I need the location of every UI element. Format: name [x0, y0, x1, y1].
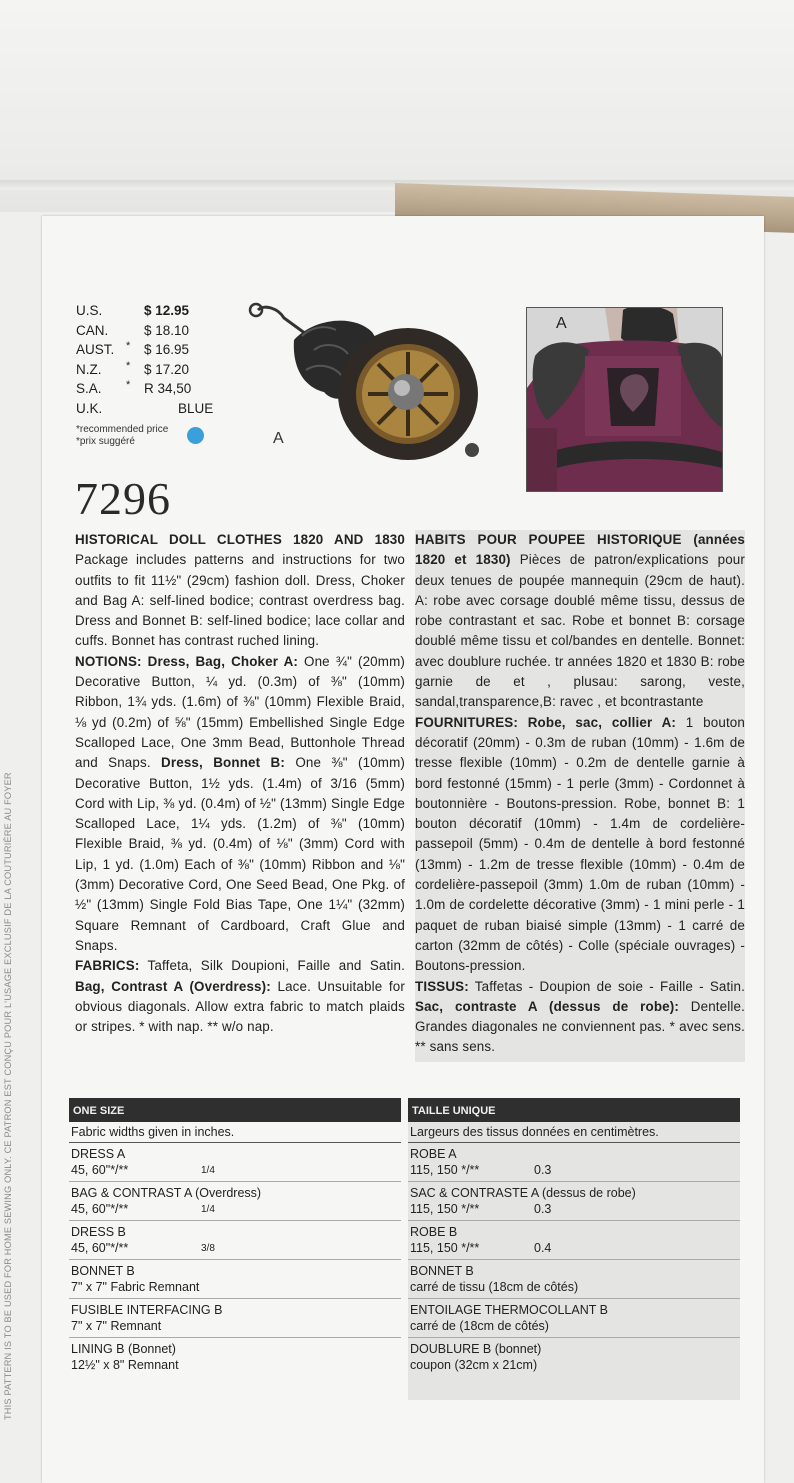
price-row — [76, 303, 206, 323]
intro-english: Package includes patterns and instructions for two outfits to fit 11½" (29cm) fashion doll. Dress, Choker and Bag A: self-lined bodice; contrast overdress bag. Dress and Bonnet B: self-lined bodice; lace collar and cuffs. Bonnet has contrast ruched lining. — [75, 552, 405, 649]
tissus-french — [415, 977, 745, 1058]
row-width: 7" x 7" Remnant — [71, 1319, 162, 1333]
row-width: 45, 60"*/** — [71, 1163, 129, 1177]
price-star: * — [126, 379, 131, 391]
price-country: CAN. — [76, 322, 109, 338]
table-row — [408, 1299, 740, 1338]
fabrics-english — [75, 956, 405, 1037]
doll-photo — [526, 307, 723, 492]
price-country: AUST. — [76, 342, 115, 357]
row-label: DRESS A — [71, 1147, 126, 1161]
table-row — [408, 1182, 740, 1221]
row-width: 7" x 7" Fabric Remnant — [71, 1280, 200, 1294]
price-star: * — [126, 359, 131, 372]
row-width: 115, 150 */** — [410, 1241, 480, 1255]
row-sub — [410, 1279, 738, 1296]
price-value: $ 18.10 — [144, 322, 190, 338]
table-row — [408, 1338, 740, 1376]
title-english: HISTORICAL DOLL CLOTHES 1820 AND 1830 — [75, 532, 405, 547]
table-header: TAILLE UNIQUE — [408, 1098, 740, 1122]
row-width: coupon (32cm x 21cm) — [410, 1358, 538, 1372]
table-row — [408, 1260, 740, 1299]
row-width: 45, 60"*/** — [71, 1202, 129, 1216]
fabrics-text: Taffeta, Silk Doupioni, Faille and Satin. — [147, 958, 405, 974]
table-header: ONE SIZE — [69, 1098, 401, 1122]
table-note: Largeurs des tissus données en centimètres. — [408, 1122, 740, 1143]
table-row — [408, 1143, 740, 1182]
price-country: U.S. — [76, 303, 103, 318]
sac-contrast-text: Dentelle. Grandes diagonales ne conviennent pas. * avec sens. ** sans sens. — [415, 998, 745, 1055]
price-row — [76, 342, 206, 362]
home-sewing-notice: THIS PATTERN IS TO BE USED FOR HOME SEWING ONLY. CE PATRON EST CONÇU POUR L'USAGE EXCLUSIF DE LA COUTURIÈRE AU FOYER — [3, 772, 13, 1420]
price-row — [76, 400, 214, 421]
row-sub — [410, 1201, 738, 1218]
row-label: BONNET B — [410, 1264, 474, 1278]
bag-contrast-text: Lace. Unsuitable for obvious diagonals. Allow extra fabric to match plaids or stripes. * with nap. ** w/o nap. — [75, 978, 405, 1035]
notions-label: NOTIONS: Dress, Bag, Choker A: — [75, 653, 299, 669]
row-amount: 3/8 — [201, 1243, 215, 1254]
row-width: 115, 150 */** — [410, 1202, 480, 1216]
yardage-table-french — [408, 1098, 740, 1400]
row-width: 45, 60"*/** — [71, 1241, 129, 1255]
table-row — [69, 1143, 401, 1182]
notions-b-text: One ⅜" (10mm) Decorative Button, 1½ yds. (1.4m) of 3/16 (5mm) Cord with Lip, ⅜ yd. (0.4m) of ½" (13mm) Single Edge Scalloped Lace, 1¼ yds. (1.2m) of ⅜" (10mm) Flexible Braid, ⅜ yd. (0.4m) of ⅛" (3mm) Cord with Lip, 1 yd. (1.0m) Each of ⅜" (10mm) Ribbon and ⅛" (3mm) Decorative Cord, One Seed Bead, One Pkg. of ½" (13mm) Single Fold Bias Tape, One 1¼" (32mm) Square Remnant of Cardboard, Craft Glue and Snaps. — [75, 755, 405, 953]
price-value: R 34,50 — [144, 381, 192, 396]
row-label: DOUBLURE B (bonnet) — [410, 1342, 542, 1356]
row-label: ROBE A — [410, 1147, 457, 1161]
row-sub — [71, 1357, 399, 1374]
price-country: S.A. — [76, 381, 102, 396]
fabrics-label: FABRICS: — [75, 958, 140, 974]
row-sub — [71, 1279, 399, 1296]
row-amount: 0.3 — [534, 1163, 552, 1177]
fournitures-a-text: 1 bouton décoratif (20mm) - 0.3m de ruban (10mm) - 1.6m de tresse flexible (10mm) - 0.2m de dentelle garnie à bord festonné (15mm) - 1 perle (3mm) - Cordonnet à boutonnière - Boutons-pression. — [415, 714, 746, 811]
table-note: Fabric widths given in inches. — [69, 1122, 401, 1143]
row-width: 115, 150 */** — [410, 1163, 480, 1177]
fournitures-label: FOURNITURES: Robe, sac, collier A: — [415, 714, 677, 730]
price-country: U.K. — [76, 400, 103, 416]
sac-contrast-label: Sac, contraste A (dessus de robe): — [415, 998, 679, 1014]
suggested-price-note: *prix suggéré — [76, 435, 135, 447]
row-label: ENTOILAGE THERMOCOLLANT B — [410, 1303, 608, 1317]
table-row — [69, 1260, 401, 1299]
row-sub — [71, 1318, 399, 1335]
table-row — [408, 1221, 740, 1260]
row-sub — [410, 1162, 738, 1179]
price-value: $ 17.20 — [144, 361, 190, 377]
pattern-number: 7296 — [75, 473, 171, 524]
price-row — [76, 359, 206, 382]
row-amount: 1/4 — [201, 1204, 215, 1215]
row-sub — [410, 1357, 738, 1374]
price-value: $ 12.95 — [144, 303, 190, 318]
row-sub — [410, 1240, 738, 1257]
price-row — [76, 323, 206, 343]
view-label-photo: A — [556, 315, 567, 332]
price-list — [76, 303, 214, 420]
price-country: N.Z. — [76, 361, 102, 377]
notions-a-text: One ¾" (20mm) Decorative Button, ¼ yd. (0.3m) of ⅜" (10mm) Ribbon, 1¾ yds. (1.6m) of ⅜" (10mm) Flexible Braid, ⅛ yd (0.2m) of ⅝" (15mm) Embellished Single Edge Scalloped Lace, One 3mm Bead, Buttonhole Thread and Snaps. — [75, 653, 405, 771]
row-sub — [71, 1240, 399, 1257]
fournitures-b-text: Robe, bonnet B: 1 bouton décoratif (10mm) - 1.4m de cordelière-passepoil (5mm) - 0.4m de dentelle à bord festonné (13mm) - 1.2m de tresse flexible (10mm) - 0.4m de cordelière-passepoil (3mm) 1.0m de ruban (10mm) - 1.0m de cordelette décorative (3mm) - 1 mini perle - 1 paquet de ruban biaisé simple (13mm) - 1 carré de carton (32mm de côtés) - Colle (spéciale ouvrages) - Boutons-pression. — [415, 795, 745, 974]
price-value: $ 16.95 — [144, 342, 190, 357]
price-note — [76, 424, 168, 447]
row-label: ROBE B — [410, 1225, 458, 1239]
row-width: carré de (18cm de côtés) — [410, 1319, 549, 1333]
description-french — [415, 530, 745, 1062]
row-sub — [71, 1201, 399, 1218]
recommended-price-note: *recommended price — [76, 424, 169, 435]
yardage-table-english — [69, 1098, 401, 1376]
row-label: SAC & CONTRASTE A (dessus de robe) — [410, 1186, 636, 1200]
fournitures-french — [415, 713, 745, 977]
price-row — [76, 381, 206, 401]
title-french: HABITS POUR POUPEE HISTORIQUE (années 1820 et 1830) — [415, 532, 745, 568]
price-value: BLUE — [178, 400, 214, 416]
description-text-fr — [415, 530, 745, 713]
row-amount: 0.3 — [534, 1202, 552, 1216]
table-row — [69, 1182, 401, 1221]
row-label: BAG & CONTRAST A (Overdress) — [71, 1186, 262, 1200]
description-text — [75, 530, 405, 652]
row-width: carré de tissu (18cm de côtés) — [410, 1280, 579, 1294]
row-sub — [71, 1162, 399, 1179]
row-label: FUSIBLE INTERFACING B — [71, 1303, 223, 1317]
view-label-bag: A — [273, 430, 284, 447]
table-row — [69, 1299, 401, 1338]
row-amount: 0.4 — [534, 1241, 552, 1255]
table-row — [69, 1221, 401, 1260]
row-width: 12½" x 8" Remnant — [71, 1358, 179, 1372]
row-label: DRESS B — [71, 1225, 126, 1239]
row-label: BONNET B — [71, 1264, 135, 1278]
intro-french: Pièces de patron/explications pour deux tenues de poupée mannequin (29cm de haut). A: robe avec corsage doublé même tissu, dessus de robe contrastant et sac. Robe et bonnet B: corsage doublé même tissu et col/bandes en dentelle. Bonnet: avec doublure ruchée. tr années 1820 et 1830 B: robe garnie de et , plusau: sarong, veste, sandal,transparence,B: ravec , et bcontrastante — [415, 552, 746, 710]
tissus-label: TISSUS: — [415, 978, 469, 994]
table-row — [69, 1338, 401, 1376]
bag-contrast-label: Bag, Contrast A (Overdress): — [75, 978, 271, 994]
row-label: LINING B (Bonnet) — [71, 1342, 176, 1356]
row-sub — [410, 1318, 738, 1335]
row-amount: 1/4 — [201, 1165, 215, 1176]
tissus-text: Taffetas - Doupion de soie - Faille - Satin. — [474, 978, 745, 994]
notions-b-label: Dress, Bonnet B: — [161, 755, 285, 771]
notions-english — [75, 652, 405, 956]
description-english — [75, 530, 405, 1037]
price-star: * — [126, 340, 131, 352]
blue-dot-icon — [187, 427, 204, 444]
